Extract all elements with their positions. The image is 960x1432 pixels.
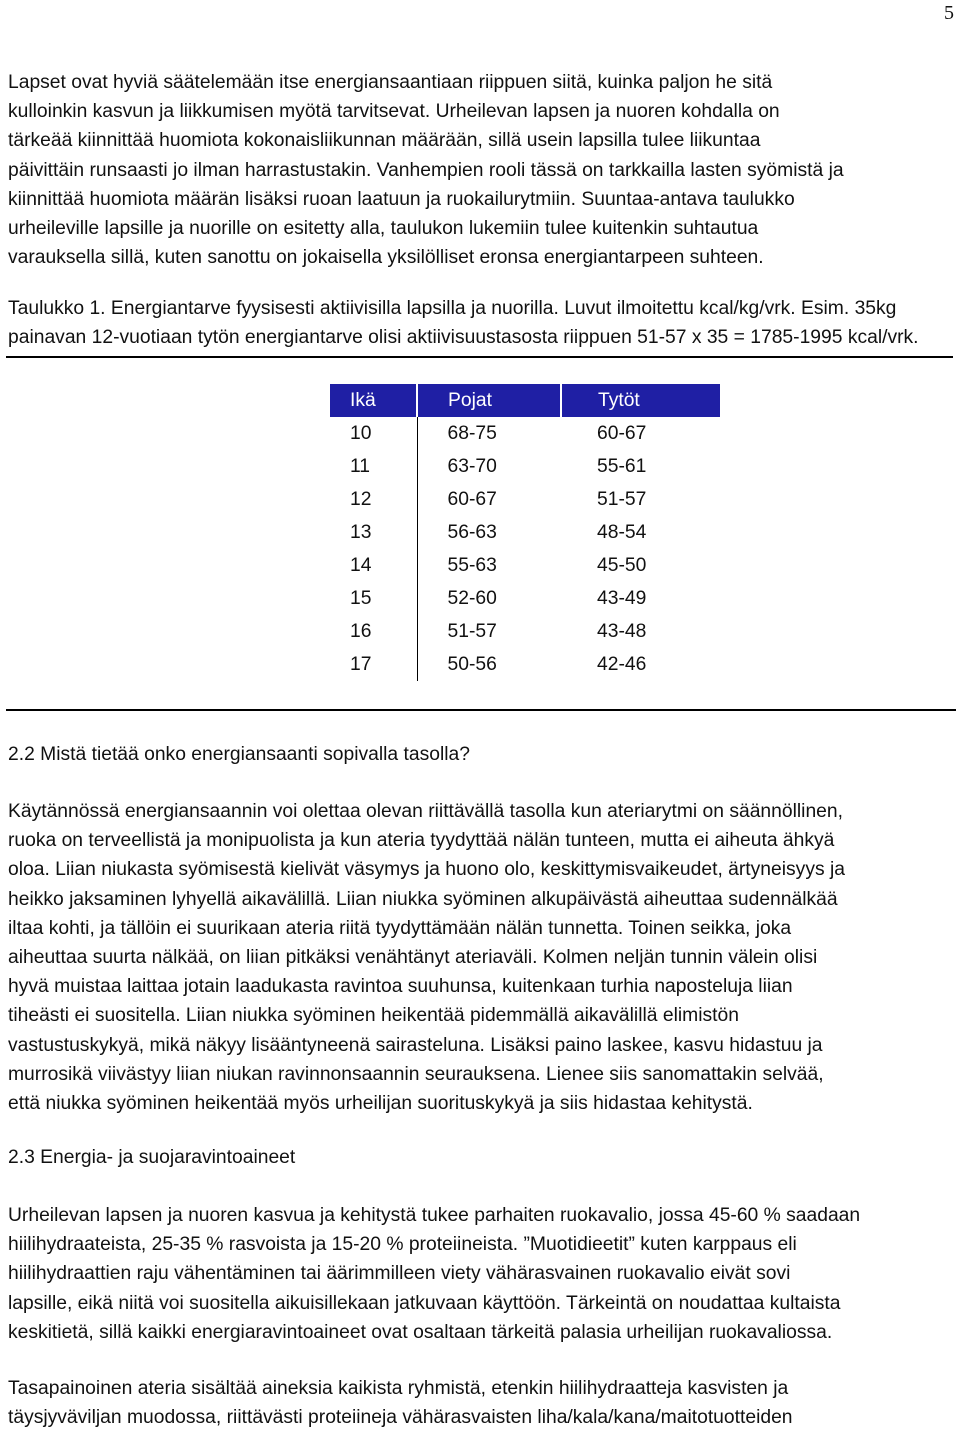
girls-value-cell: 43-49 [597, 587, 647, 609]
boys-value-cell: 56-63 [447, 521, 497, 543]
age-cell: 17 [330, 648, 417, 681]
header-boys: Pojat [417, 384, 561, 417]
table-row [330, 516, 720, 549]
girls-value-cell: 48-54 [597, 521, 647, 543]
caption-line: Taulukko 1. Energiantarve fyysisesti aktiivisilla lapsilla ja nuorilla. Luvut ilmoitettu kcal/kg/vrk. Esim. 35kg [8, 298, 897, 319]
text-line: Lapset ovat hyviä säätelemään itse energiansaantiaan riippuen siitä, kuinka paljon he sitä [8, 72, 773, 93]
text-line: että niukka syöminen heikentää myös urheilijan suorituskykyä ja siis hidastaa kehitystä. [8, 1093, 753, 1115]
text-line: aiheuttaa suurta nälkää, on liian pitkäksi venähtänyt ateriaväli. Kolmen neljän tunnin välein olisi [8, 947, 818, 969]
section-2-3-paragraph-2 [8, 1374, 956, 1432]
table-caption [8, 294, 956, 352]
intro-paragraph [8, 68, 956, 272]
page-number: 5 [944, 2, 954, 24]
text-line: lapsille, eikä niitä voi suositella aikuisillekaan jatkuvaan käyttöön. Tärkeintä on noudattaa kultaista [8, 1292, 841, 1314]
table-row [330, 582, 720, 615]
text-line: oloa. Liian niukasta syömisestä kielivät väsymys ja huono olo, keskittymisvaikeudet, ärtyneisyys ja [8, 859, 845, 881]
caption-line: painavan 12-vuotiaan tytön energiantarve olisi aktiivisuustasosta riippuen 51-57 x 35 = 1785-1995 kcal/vrk. [8, 327, 919, 349]
section-2-3-paragraph-1 [8, 1201, 956, 1347]
boys-value-cell: 52-60 [447, 587, 497, 609]
table-row [330, 549, 720, 582]
text-line: iltaa kohti, ja tällöin ei suurikaan ateria riitä tyydyttämään nälän tunnetta. Toinen seikka, joka [8, 917, 792, 939]
table-row [330, 450, 720, 483]
text-line: Tasapainoinen ateria sisältää aineksia kaikista ryhmistä, etenkin hiilihydraatteja kasvisten ja [8, 1378, 789, 1399]
text-line: ruoka on terveellistä ja monipuolista ja kun ateria tyydyttää nälän tunteen, mutta ei aiheuta ähkyä [8, 830, 835, 852]
text-line: Urheilevan lapsen ja nuoren kasvua ja kehitystä tukee parhaiten ruokavalio, jossa 45-60 % saadaan [8, 1205, 861, 1226]
section-heading-2-2: 2.2 Mistä tietää onko energiansaanti sopivalla tasolla? [8, 744, 470, 765]
text-line: tärkeää kiinnittää huomiota kokonaisliikunnan määrään, sillä usein lapsilla tulee liikuntaa [8, 130, 761, 152]
table-header-row [330, 384, 720, 417]
age-cell: 15 [330, 582, 417, 615]
age-cell: 14 [330, 549, 417, 582]
text-line: täysjyväviljan muodossa, riittävästi proteiineja vähärasvaisten liha/kala/kana/maitotuotteiden [8, 1407, 793, 1429]
table-row [330, 648, 720, 681]
girls-value-cell: 42-46 [597, 653, 647, 675]
text-line: varauksella sillä, kuten sanottu on jokaisella yksilölliset eronsa energiantarpeen suhteen. [8, 247, 764, 269]
text-line: kiinnittää huomiota määrän lisäksi ruoan laatuun ja ruokailurytmiin. Suuntaa-antava taulukko [8, 188, 795, 210]
text-line: vastustuskykyä, mikä näkyy lisääntyneenä sairasteluna. Lisäksi paino laskee, kasvu hidastuu ja [8, 1034, 823, 1056]
age-cell: 12 [330, 483, 417, 516]
caption-divider [6, 356, 953, 358]
boys-value-cell: 68-75 [447, 422, 497, 444]
table-row [330, 417, 720, 450]
boys-value-cell: 60-67 [447, 488, 497, 510]
text-line: päivittäin runsaasti jo ilman harrastustakin. Vanhempien rooli tässä on tarkkailla lasten syömistä ja [8, 159, 844, 181]
text-line: keskitietä, sillä kaikki energiaravintoaineet ovat osaltaan tärkeitä palasia urheilijan ruokavaliossa. [8, 1321, 833, 1343]
text-line: kulloinkin kasvun ja liikkumisen myötä tarvitsevat. Urheilevan lapsen ja nuoren kohdalla on [8, 101, 780, 123]
table-row [330, 615, 720, 648]
header-girls: Tytöt [561, 384, 720, 417]
text-line: Käytännössä energiansaannin voi olettaa olevan riittävällä tasolla kun ateriarytmi on säännöllinen, [8, 801, 843, 822]
text-line: hyvä muistaa laittaa jotain laadukasta ravintoa suuhunsa, kuitenkaan turhia naposteluja liian [8, 976, 793, 998]
header-age: Ikä [330, 384, 417, 417]
age-cell: 16 [330, 615, 417, 648]
text-line: murrosikä viivästyy liian niukan ravinnonsaannin seurauksena. Lienee siis sanomattakin selvää, [8, 1063, 824, 1085]
girls-value-cell: 55-61 [597, 455, 647, 477]
table-bottom-divider [6, 709, 956, 711]
text-line: hiilihydraattien raju vähentäminen tai äärimmilleen viety vähärasvainen ruokavalio eivät sovi [8, 1263, 791, 1285]
text-line: urheileville lapsille ja nuorille on esitetty alla, taulukon lukemiin tulee kuitenkin suhtautua [8, 218, 759, 240]
boys-value-cell: 55-63 [447, 554, 497, 576]
girls-value-cell: 51-57 [597, 488, 647, 510]
girls-value-cell: 45-50 [597, 554, 647, 576]
girls-value-cell: 43-48 [597, 620, 647, 642]
boys-value-cell: 63-70 [447, 455, 497, 477]
girls-value-cell: 60-67 [597, 422, 647, 444]
boys-value-cell: 50-56 [447, 653, 497, 675]
text-line: tiheästi ei suositella. Liian niukka syöminen heikentää pidemmällä aikavälillä elimistön [8, 1005, 739, 1027]
text-line: heikko jaksaminen lyhyellä aikavälillä. Liian niukka syöminen alkupäivästä aiheuttaa sudennälkää [8, 888, 838, 910]
age-cell: 10 [330, 417, 417, 450]
energy-requirement-table [330, 384, 720, 681]
section-heading-2-3: 2.3 Energia- ja suojaravintoaineet [8, 1147, 296, 1168]
text-line: hiilihydraateista, 25-35 % rasvoista ja 15-20 % proteiineista. ”Muotidieetit” kuten karppaus eli [8, 1234, 797, 1256]
table-row [330, 483, 720, 516]
boys-value-cell: 51-57 [447, 620, 497, 642]
age-cell: 11 [330, 450, 417, 483]
age-cell: 13 [330, 516, 417, 549]
section-2-2-paragraph [8, 797, 956, 1118]
